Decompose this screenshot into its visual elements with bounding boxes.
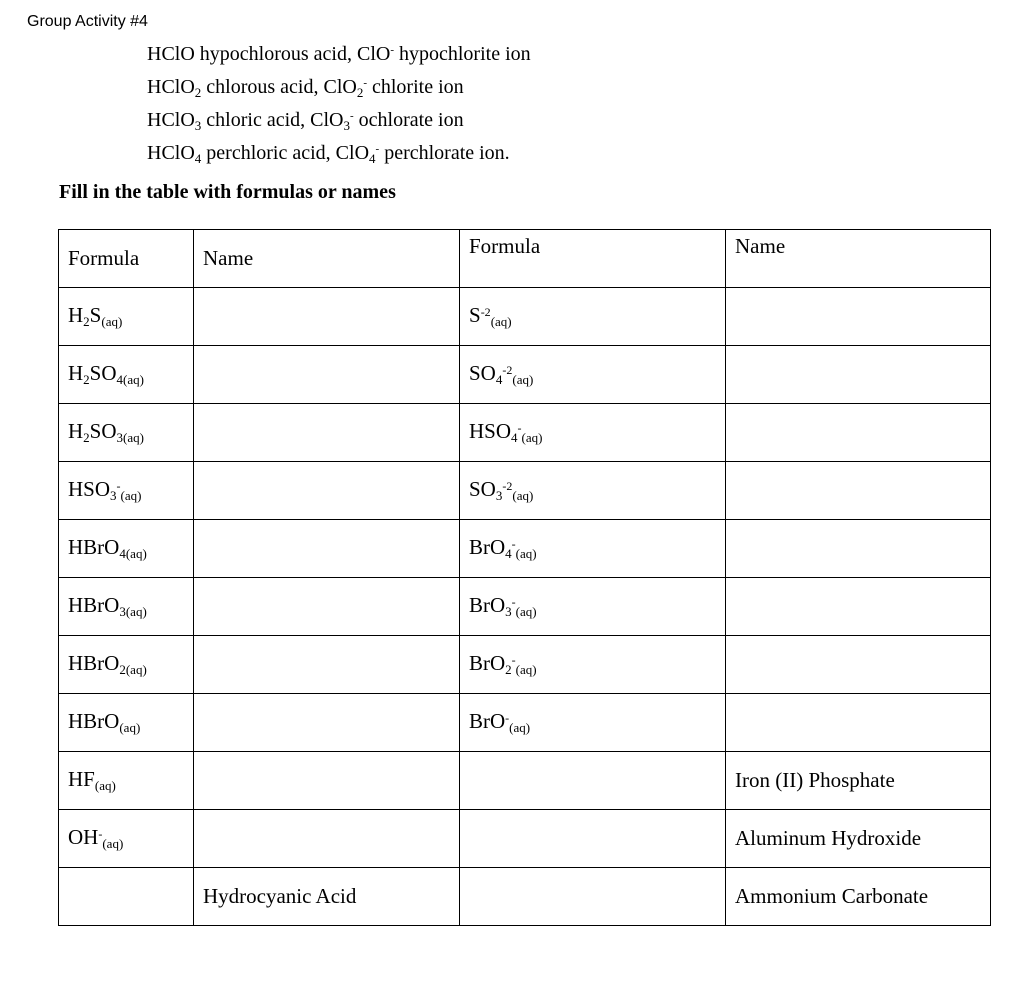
formula-cell-right xyxy=(460,462,726,520)
formula-subscript: 3 xyxy=(119,604,126,619)
name-cell-right[interactable] xyxy=(726,346,991,404)
formula-charge: - xyxy=(116,479,121,493)
formula-phase: (aq) xyxy=(94,778,116,793)
formula-subscript: 3 xyxy=(505,604,512,619)
table-row xyxy=(59,694,991,752)
table-row xyxy=(59,868,991,926)
name-cell-right[interactable] xyxy=(726,694,991,752)
table-header-row xyxy=(59,230,991,288)
formula-subscript: 2 xyxy=(505,662,512,677)
formula-cell-right xyxy=(460,520,726,578)
formula-phase: (aq) xyxy=(123,430,144,445)
name-cell-left[interactable] xyxy=(194,810,460,868)
formula-subscript: 3 xyxy=(110,488,117,503)
formula-phase: (aq) xyxy=(101,314,123,329)
formula-cell-right xyxy=(460,404,726,462)
formula-subscript: 2 xyxy=(119,662,126,677)
formula-subscript: 4 xyxy=(505,546,512,561)
formula-text: OH xyxy=(68,825,99,849)
header-formula-right: Formula xyxy=(460,230,726,288)
formula-cell-left xyxy=(59,636,194,694)
reference-list xyxy=(147,36,531,168)
formula-phase: (aq) xyxy=(123,372,144,387)
formula-text: HBrO xyxy=(68,651,120,675)
formula-text: HSO xyxy=(68,477,111,501)
name-cell-left[interactable] xyxy=(194,752,460,810)
formula-phase: (aq) xyxy=(120,488,142,503)
formula-charge: - xyxy=(511,595,516,609)
name-cell-right[interactable] xyxy=(726,462,991,520)
table-row xyxy=(59,346,991,404)
formula-cell-right[interactable] xyxy=(460,868,726,926)
formula-cell-right xyxy=(460,694,726,752)
formula-subscript: 2 xyxy=(83,372,90,387)
formula-cell-left xyxy=(59,578,194,636)
formula-text: SO xyxy=(469,361,496,385)
name-cell-left[interactable] xyxy=(194,346,460,404)
name-cell-left[interactable] xyxy=(194,520,460,578)
header-name-left: Name xyxy=(194,230,460,288)
name-cell-right[interactable] xyxy=(726,404,991,462)
formula-phase: (aq) xyxy=(515,662,537,677)
name-cell-right: Aluminum Hydroxide xyxy=(726,810,991,868)
formula-phase: (aq) xyxy=(119,720,141,735)
formula-phase: (aq) xyxy=(515,546,537,561)
table-row xyxy=(59,636,991,694)
formula-charge: -2 xyxy=(480,305,491,319)
name-cell-left[interactable] xyxy=(194,462,460,520)
formula-cell-right xyxy=(460,346,726,404)
formula-text: H xyxy=(68,419,84,443)
formula-text: BrO xyxy=(469,535,506,559)
formula-subscript: 4 xyxy=(116,372,124,387)
formula-cell-right[interactable] xyxy=(460,752,726,810)
formula-charge: - xyxy=(517,421,522,435)
formula-phase: (aq) xyxy=(515,604,537,619)
name-cell-right[interactable] xyxy=(726,288,991,346)
formula-charge: - xyxy=(511,537,516,551)
formula-text: HBrO xyxy=(68,709,120,733)
formula-text: HBrO xyxy=(68,535,120,559)
formula-phase: (aq) xyxy=(509,720,531,735)
formula-text: HF xyxy=(68,767,95,791)
formula-phase: (aq) xyxy=(125,604,147,619)
reference-line: HClO$_2$ chlorous acid, ClO$_2$- chlorite ion xyxy=(147,76,464,100)
formula-subscript: 2 xyxy=(83,314,90,329)
header-formula-left: Formula xyxy=(59,230,194,288)
table-row xyxy=(59,810,991,868)
formula-phase: (aq) xyxy=(102,836,124,851)
formula-phase: (aq) xyxy=(490,314,512,329)
formula-phase: (aq) xyxy=(125,662,147,677)
formula-cell-right xyxy=(460,578,726,636)
formula-subscript: 4 xyxy=(495,372,503,387)
formula-text: BrO xyxy=(469,593,506,617)
formula-subscript: 4 xyxy=(119,546,126,561)
formula-cell-left xyxy=(59,288,194,346)
formula-text: S xyxy=(89,303,102,327)
formula-subscript: 3 xyxy=(495,488,503,503)
name-cell-right[interactable] xyxy=(726,578,991,636)
formula-phase: (aq) xyxy=(125,546,147,561)
formula-cell-right xyxy=(460,636,726,694)
formula-phase: (aq) xyxy=(512,488,534,503)
name-cell-left[interactable] xyxy=(194,694,460,752)
name-cell-left[interactable] xyxy=(194,578,460,636)
name-cell-left[interactable] xyxy=(194,636,460,694)
table-row xyxy=(59,520,991,578)
name-cell-left[interactable] xyxy=(194,404,460,462)
name-cell-left: Hydrocyanic Acid xyxy=(194,868,460,926)
formula-cell-left xyxy=(59,462,194,520)
formula-cell-left[interactable] xyxy=(59,868,194,926)
formula-phase: (aq) xyxy=(512,372,534,387)
formula-text: SO xyxy=(469,477,496,501)
formula-charge: -2 xyxy=(502,363,513,377)
formula-text: BrO xyxy=(469,651,506,675)
table-row xyxy=(59,752,991,810)
formula-cell-right xyxy=(460,288,726,346)
formula-text: HSO xyxy=(469,419,512,443)
document-title: Group Activity #4 xyxy=(27,13,148,30)
table-row xyxy=(59,578,991,636)
reference-line: HClO hypochlorous acid, ClO- hypochlorite ion xyxy=(147,43,531,65)
formula-text: S xyxy=(469,303,481,327)
formula-text: H xyxy=(68,303,84,327)
formula-text: SO xyxy=(89,419,117,443)
formula-charge: - xyxy=(505,711,510,725)
formula-charge: -2 xyxy=(502,479,513,493)
table-row xyxy=(59,404,991,462)
formula-cell-right[interactable] xyxy=(460,810,726,868)
formula-text: HBrO xyxy=(68,593,120,617)
formula-subscript: 2 xyxy=(83,430,90,445)
table-body xyxy=(59,288,991,926)
formula-text: H xyxy=(68,361,84,385)
formula-text: BrO xyxy=(469,709,506,733)
reference-line: HClO$_4$ perchloric acid, ClO$_4$- perchlorate ion. xyxy=(147,142,510,166)
formula-subscript: 3 xyxy=(116,430,124,445)
formula-cell-left xyxy=(59,810,194,868)
formula-cell-left xyxy=(59,520,194,578)
instruction-heading: Fill in the table with formulas or names xyxy=(59,181,396,203)
table-row xyxy=(59,462,991,520)
formula-cell-left xyxy=(59,346,194,404)
formula-charge: - xyxy=(511,653,516,667)
name-cell-right: Ammonium Carbonate xyxy=(726,868,991,926)
table-row xyxy=(59,288,991,346)
name-cell-right: Iron (II) Phosphate xyxy=(726,752,991,810)
formula-cell-left xyxy=(59,694,194,752)
name-cell-right[interactable] xyxy=(726,636,991,694)
formula-phase: (aq) xyxy=(521,430,543,445)
formula-charge: - xyxy=(98,827,103,841)
name-cell-right[interactable] xyxy=(726,520,991,578)
name-cell-left[interactable] xyxy=(194,288,460,346)
formula-cell-left xyxy=(59,752,194,810)
reference-line: HClO$_3$ chloric acid, ClO$_3$- ochlorate ion xyxy=(147,109,464,133)
header-name-right: Name xyxy=(726,230,991,288)
worksheet-table xyxy=(58,229,991,926)
formula-cell-left xyxy=(59,404,194,462)
formula-text: SO xyxy=(89,361,117,385)
formula-subscript: 4 xyxy=(511,430,518,445)
